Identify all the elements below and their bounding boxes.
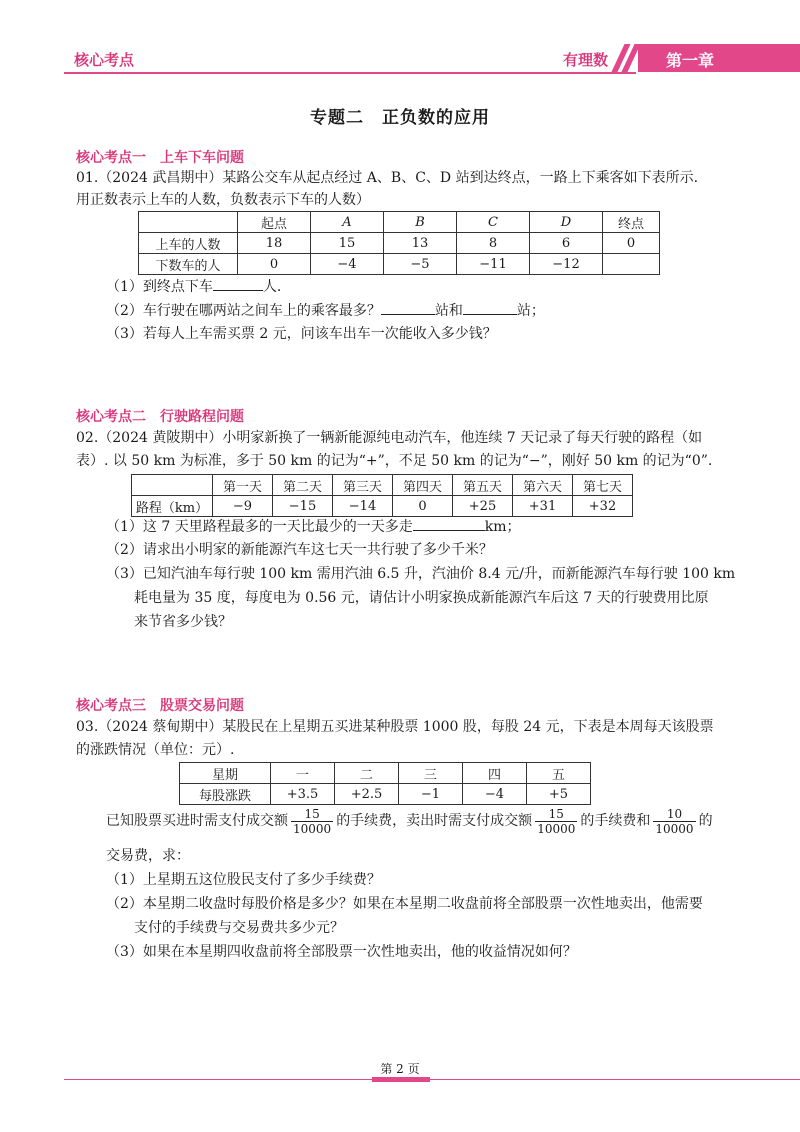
q1-th-4: C	[457, 212, 530, 233]
q1-th-5: D	[530, 212, 603, 233]
q2-table-header	[132, 475, 633, 496]
q2-th-6: 第六天	[513, 475, 573, 496]
q3-line4: 交易费，求：	[106, 848, 190, 864]
q1-r1-c5: −12	[530, 254, 603, 275]
q3-th-3: 三	[399, 763, 463, 784]
q1-part1-blank[interactable]	[213, 276, 263, 291]
q1-part2-blank-1[interactable]	[381, 300, 435, 315]
q1-r0-c6: 0	[603, 233, 660, 254]
q1-r0-c5: 6	[530, 233, 603, 254]
q3-r-c5: +5	[527, 784, 591, 805]
q1-r1-c3: −5	[384, 254, 457, 275]
q3-table-header	[180, 763, 591, 784]
q3-fee-text-b: 的手续费，卖出时需支付成交额	[336, 813, 533, 829]
q2-part3-line1: （3）已知汽油车每行驶 100 km 需用汽油 6.5 升，汽油价 8.4 元/升，而新能源汽车每行驶 100 km	[106, 566, 736, 582]
q3-part2-line2: 支付的手续费与交易费共多少元？	[134, 920, 344, 936]
q3-r-c4: −4	[463, 784, 527, 805]
q3-th-1: 一	[271, 763, 335, 784]
q1-r1-c6	[603, 254, 660, 275]
q2-r-c7: +32	[573, 496, 633, 517]
q2-line2: 表）. 以 50 km 为标准，多于 50 km 的记为“+”，不足 50 km 的记为“−”，刚好 50 km 的记为“0”.	[76, 453, 713, 469]
q3-line2: 的涨跌情况（单位：元）.	[76, 742, 235, 758]
q1-r0-c4: 8	[457, 233, 530, 254]
footer-accent-bar	[372, 1077, 430, 1082]
q1-th-0	[139, 212, 238, 233]
q1-r1-c2: −4	[311, 254, 384, 275]
q1-r0-c1: 18	[238, 233, 311, 254]
page-number: 第 2 页	[380, 1062, 420, 1076]
q2-r-c5: +25	[453, 496, 513, 517]
section-3-heading: 核心考点三 股票交易问题	[76, 698, 244, 714]
section-1-heading: 核心考点一 上车下车问题	[76, 150, 244, 166]
q3-fraction-3	[653, 807, 695, 836]
q2-part3-line3: 来节省多少钱？	[134, 614, 232, 630]
q3-part1: （1）上星期五这位股民支付了多少手续费？	[106, 872, 381, 888]
q1-r1-c4: −11	[457, 254, 530, 275]
q3-fee-text-d: 的	[698, 813, 713, 829]
q1-part2-text: （2）车行驶在哪两站之间车上的乘客最多？	[106, 303, 381, 319]
q3-frac1-num: 15	[291, 807, 333, 822]
q3-part2-line1: （2）本星期二收盘时每股价格是多少？如果在本星期二收盘前将全部股票一次性地卖出，他需要	[106, 896, 703, 912]
header-chapter: 第一章	[666, 51, 715, 70]
q3-th-4: 四	[463, 763, 527, 784]
q1-table-row-off	[139, 254, 660, 275]
q2-part1	[106, 516, 520, 537]
q2-th-4: 第四天	[393, 475, 453, 496]
q3-fee-line	[106, 804, 713, 838]
page-title: 专题二 正负数的应用	[310, 108, 490, 128]
q1-th-1: 起点	[238, 212, 311, 233]
q1-part2-mid: 站和	[434, 303, 463, 319]
header-chapter-box	[638, 44, 800, 72]
q3-frac2-den: 10000	[537, 821, 576, 836]
q1-r1-c0: 下数车的人	[139, 254, 238, 275]
section-2-heading: 核心考点二 行驶路程问题	[76, 409, 244, 425]
q2-part1-text: （1）这 7 天里路程最多的一天比最少的一天多走	[106, 519, 413, 535]
q3-r-c3: −1	[399, 784, 463, 805]
header-section-label: 核心考点	[74, 51, 135, 69]
q2-r-c3: −14	[333, 496, 393, 517]
q1-part1-unit: 人.	[262, 279, 282, 295]
q1-table-row-on	[139, 233, 660, 254]
q3-fee-text-a: 已知股票买进时需支付成交额	[106, 813, 288, 829]
q2-part1-blank[interactable]	[413, 516, 485, 531]
q1-table	[138, 211, 660, 275]
q1-r0-c2: 15	[311, 233, 384, 254]
q2-part2: （2）请求出小明家的新能源汽车这七天一共行驶了多少千米？	[106, 542, 493, 558]
q3-th-5: 五	[527, 763, 591, 784]
q1-line2: 用正数表示上车的人数，负数表示下车的人数）	[76, 192, 370, 208]
q3-fee-text-c: 的手续费和	[580, 813, 651, 829]
header-subject: 有理数	[563, 51, 609, 69]
q1-th-2: A	[311, 212, 384, 233]
q2-th-1: 第一天	[213, 475, 273, 496]
q2-th-2: 第二天	[273, 475, 333, 496]
q1-th-6: 终点	[603, 212, 660, 233]
q3-frac3-den: 10000	[655, 821, 694, 836]
q3-r-c2: +2.5	[335, 784, 399, 805]
q2-line1: 02.（2024 黄陂期中）小明家新换了一辆新能源纯电动汽车，他连续 7 天记录了每天行驶的路程（如	[76, 430, 703, 446]
q2-part3-line2: 耗电量为 35 度，每度电为 0.56 元，请估计小明家换成新能源汽车后这 7 天的行驶费用比原	[134, 590, 709, 606]
q3-fraction-1	[291, 807, 333, 836]
q3-table-row	[180, 784, 591, 805]
q3-fraction-2	[535, 807, 577, 836]
q3-frac3-num: 10	[653, 807, 695, 822]
q1-part1	[106, 276, 281, 297]
q1-part2-end: 站；	[516, 303, 545, 319]
q3-table	[179, 762, 591, 805]
q3-frac1-den: 10000	[293, 821, 332, 836]
q2-table	[131, 474, 633, 517]
q1-part2-blank-2[interactable]	[463, 300, 517, 315]
q2-th-0	[132, 475, 213, 496]
header-rule	[64, 72, 636, 74]
q2-r-c1: −9	[213, 496, 273, 517]
q3-r-c0: 每股涨跌	[180, 784, 271, 805]
q3-th-0: 星期	[180, 763, 271, 784]
q1-th-3: B	[384, 212, 457, 233]
q3-r-c1: +3.5	[271, 784, 335, 805]
q2-r-c2: −15	[273, 496, 333, 517]
q3-line1: 03.（2024 蔡甸期中）某股民在上星期五买进某种股票 1000 股，每股 24 元，下表是本周每天该股票	[76, 719, 714, 735]
q1-r0-c3: 13	[384, 233, 457, 254]
q2-r-c6: +31	[513, 496, 573, 517]
q3-th-2: 二	[335, 763, 399, 784]
q2-r-c4: 0	[393, 496, 453, 517]
q3-frac2-num: 15	[535, 807, 577, 822]
q1-part1-text: （1）到终点下车	[106, 279, 213, 295]
q1-r0-c0: 上车的人数	[139, 233, 238, 254]
q2-table-row	[132, 496, 633, 517]
q2-r-c0: 路程（km）	[132, 496, 213, 517]
q2-th-7: 第七天	[573, 475, 633, 496]
q1-line1: 01.（2024 武昌期中）某路公交车从起点经过 A、B、C、D 站到达终点，一路上下乘客如下表所示.	[76, 170, 699, 186]
q1-part2	[106, 300, 545, 321]
q2-th-5: 第五天	[453, 475, 513, 496]
q1-table-header	[139, 212, 660, 233]
q1-r1-c1: 0	[238, 254, 311, 275]
q3-part3: （3）如果在本星期四收盘前将全部股票一次性地卖出，他的收益情况如何？	[106, 944, 577, 960]
footer-rule	[64, 1079, 800, 1080]
q2-part1-unit: km；	[484, 519, 521, 535]
q2-th-3: 第三天	[333, 475, 393, 496]
q1-part3: （3）若每人上车需买票 2 元，问该车出车一次能收入多少钱？	[106, 326, 497, 342]
